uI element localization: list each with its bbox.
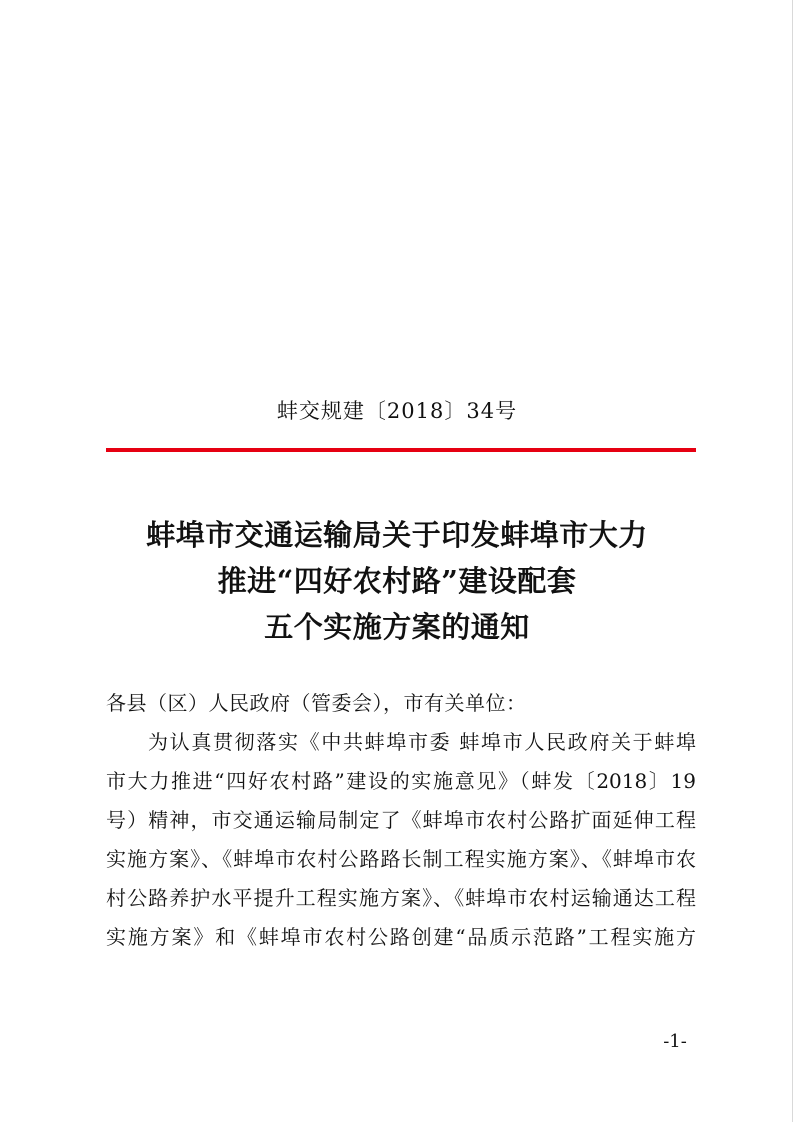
salutation: 各县（区）人民政府（管委会），市有关单位：	[106, 691, 527, 715]
title-line-3: 五个实施方案的通知	[264, 610, 530, 644]
page-number: -1-	[663, 1031, 687, 1052]
paragraph-line-3: 号）精神，市交通运输局制定了《蚌埠市农村公路扩面延伸工程	[106, 808, 696, 832]
document-number: 蚌交规建〔2018〕34号	[276, 399, 518, 423]
paragraph-line-5: 村公路养护水平提升工程实施方案》、《蚌埠市农村运输通达工程	[106, 886, 696, 910]
red-separator-line	[106, 448, 696, 452]
document-body	[106, 684, 696, 957]
document-title	[0, 512, 794, 650]
title-line-2: 推进“四好农村路”建设配套	[217, 564, 577, 598]
paragraph-line-1: 为认真贯彻落实《中共蚌埠市委 蚌埠市人民政府关于蚌埠	[148, 730, 696, 754]
paragraph-line-2: 市大力推进“四好农村路”建设的实施意见》（蚌发〔2018〕19	[106, 769, 696, 793]
title-line-1: 蚌埠市交通运输局关于印发蚌埠市大力	[146, 518, 648, 552]
paragraph-line-6: 实施方案》和《蚌埠市农村公路创建“品质示范路”工程实施方	[106, 925, 696, 949]
paragraph-line-4: 实施方案》、《蚌埠市农村公路路长制工程实施方案》、《蚌埠市农	[106, 847, 696, 871]
